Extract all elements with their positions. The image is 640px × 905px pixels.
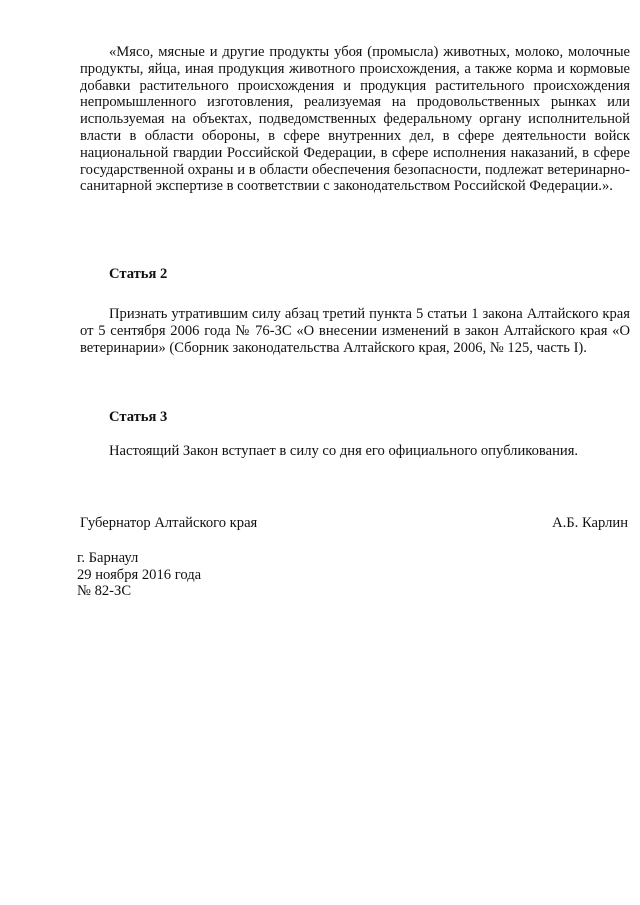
signature-block [80, 515, 628, 532]
footer-date: 29 ноября 2016 года [77, 566, 202, 583]
signatory-name: А.Б. Карлин [552, 515, 628, 531]
article-3-heading: Статья 3 [109, 409, 168, 425]
article-3-text: Настоящий Закон вступает в силу со дня его официального опубликования. [109, 443, 579, 459]
footer-city: г. Барнаул [77, 550, 139, 566]
intro-paragraph: «Мясо, мясные и другие продукты убоя (промысла) животных, молоко, молочные продукты, яйца, иная продукция животного происхождения, а также корма и кормовые добавки растительного происхождения и продукция растительного происхождения непромышленного изготовления, реализуемая на продовольственных рынках или используемая на объектах, подведомственных федеральному органу исполнительной власти в области обороны, в сфере внутренних дел, в сфере деятельности войск национальной гвардии Российской Федерации, в сфере исполнения наказаний, в сфере государственной охраны и в области обеспечения безопасности, подлежат ветеринарно-санитарной экспертизе в соответствии с законодательством Российской Федерации.». [80, 44, 630, 195]
document-footer [77, 550, 201, 600]
article-2-heading: Статья 2 [109, 266, 168, 282]
article-2-text: Признать утратившим силу абзац третий пункта 5 статьи 1 закона Алтайского края от 5 сентября 2006 года № 76-ЗС «О внесении изменений в закон Алтайского края «О ветеринарии» (Сборник законодательства Алтайского края, 2006, № 125, часть I). [80, 306, 630, 356]
signatory-position: Губернатор Алтайского края [80, 515, 258, 531]
footer-law-number: № 82-ЗС [77, 583, 132, 599]
